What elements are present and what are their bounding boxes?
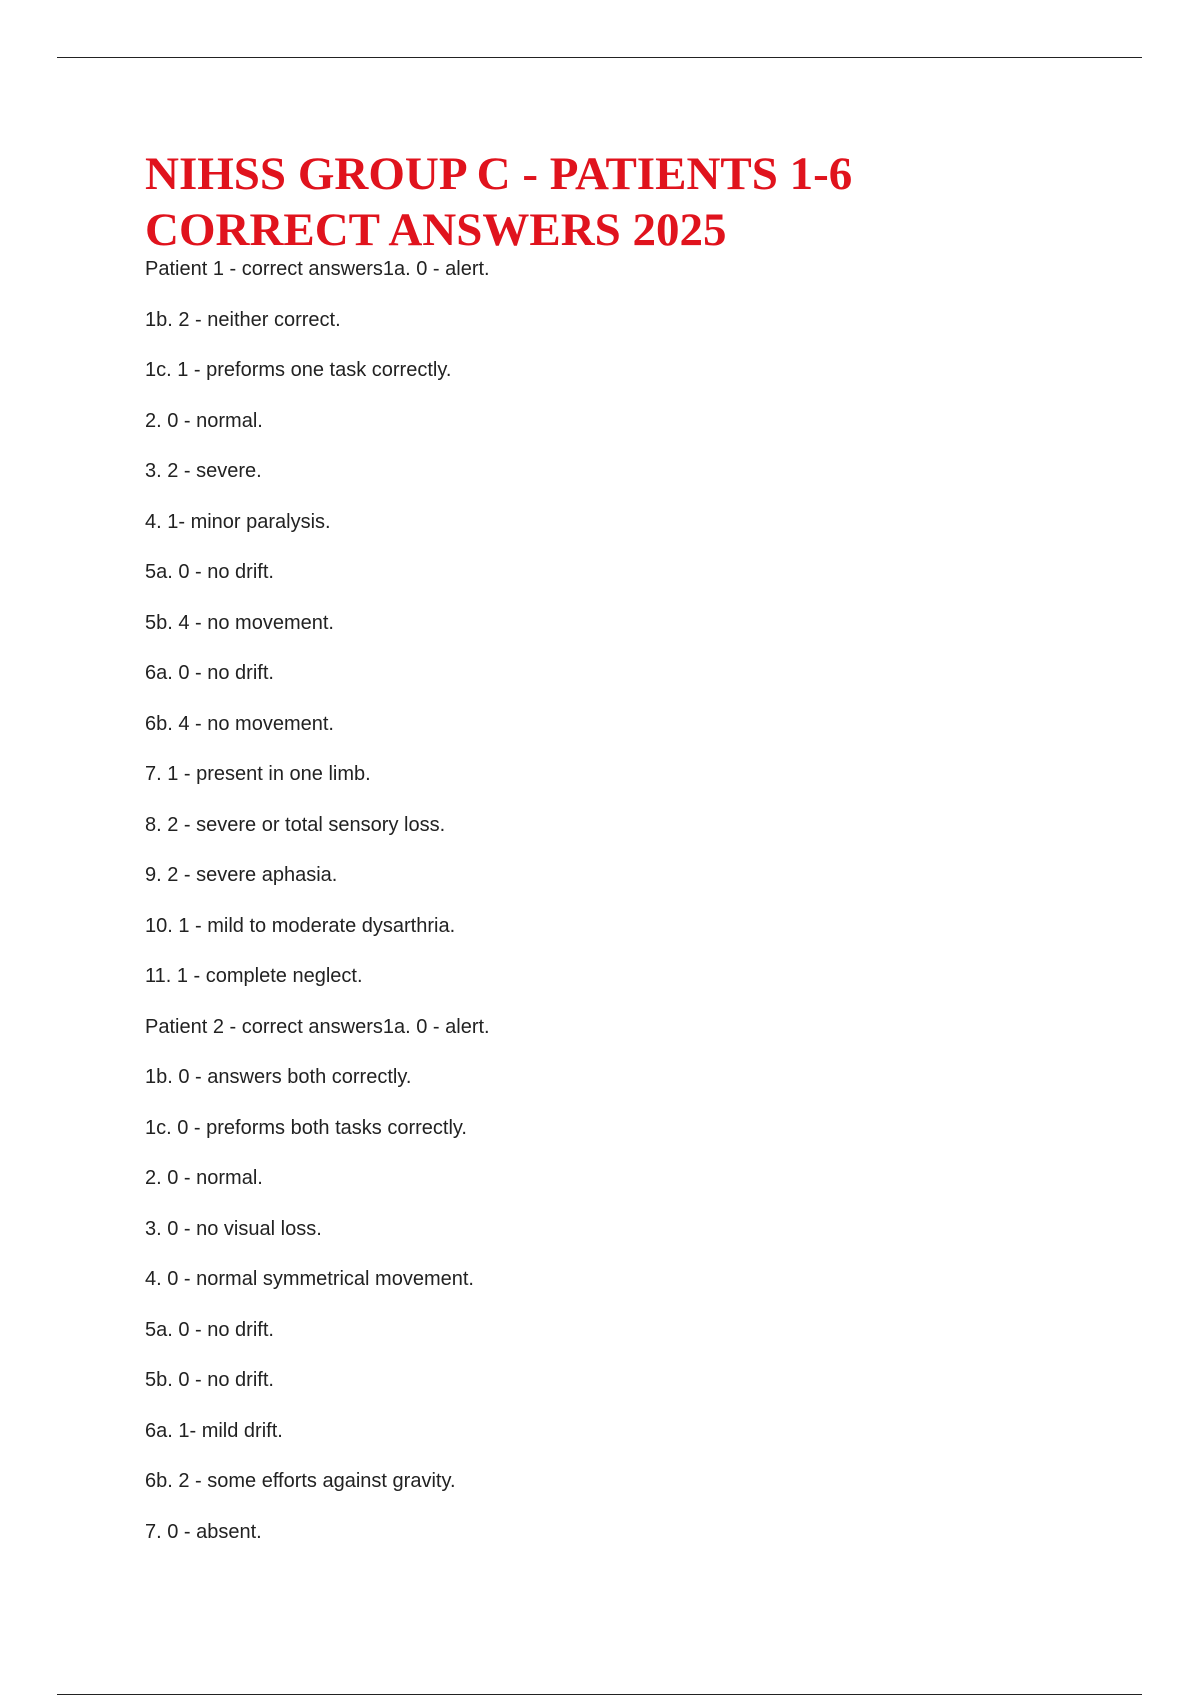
answer-line: 3. 0 - no visual loss. [145,1217,322,1240]
answer-line: 2. 0 - normal. [145,409,263,432]
answer-line: 5b. 4 - no movement. [145,611,334,634]
document-title [145,146,1145,258]
answer-line: Patient 2 - correct answers1a. 0 - alert. [145,1015,490,1038]
answer-line: 10. 1 - mild to moderate dysarthria. [145,914,456,937]
answer-line: 7. 0 - absent. [145,1520,262,1543]
answer-line: 4. 1- minor paralysis. [145,510,331,533]
top-divider [57,57,1142,58]
answer-line: 3. 2 - severe. [145,460,262,482]
bottom-divider [57,1694,1142,1695]
answer-line: 9. 2 - severe aphasia. [145,864,338,886]
title-line-2: CORRECT ANSWERS 2025 [145,204,727,256]
answer-line: 1c. 0 - preforms both tasks correctly. [145,1116,467,1139]
answer-line: 1b. 2 - neither correct. [145,308,341,331]
answer-line: Patient 1 - correct answers1a. 0 - alert. [145,258,490,280]
answer-list [145,258,1145,1571]
title-line-1: NIHSS GROUP C - PATIENTS 1-6 [145,148,853,200]
document-content [145,146,1145,1571]
answer-line: 4. 0 - normal symmetrical movement. [145,1268,474,1290]
answer-line: 6b. 4 - no movement. [145,712,334,735]
answer-line: 7. 1 - present in one limb. [145,763,371,785]
answer-line: 1b. 0 - answers both correctly. [145,1066,412,1088]
answer-line: 6b. 2 - some efforts against gravity. [145,1470,456,1492]
answer-line: 2. 0 - normal. [145,1167,263,1189]
answer-line: 6a. 0 - no drift. [145,662,274,684]
answer-line: 5a. 0 - no drift. [145,1318,274,1341]
answer-line: 6a. 1- mild drift. [145,1419,283,1442]
answer-line: 11. 1 - complete neglect. [145,965,363,987]
answer-line: 1c. 1 - preforms one task correctly. [145,359,452,381]
answer-line: 5b. 0 - no drift. [145,1369,274,1391]
answer-line: 8. 2 - severe or total sensory loss. [145,813,446,836]
answer-line: 5a. 0 - no drift. [145,561,274,583]
